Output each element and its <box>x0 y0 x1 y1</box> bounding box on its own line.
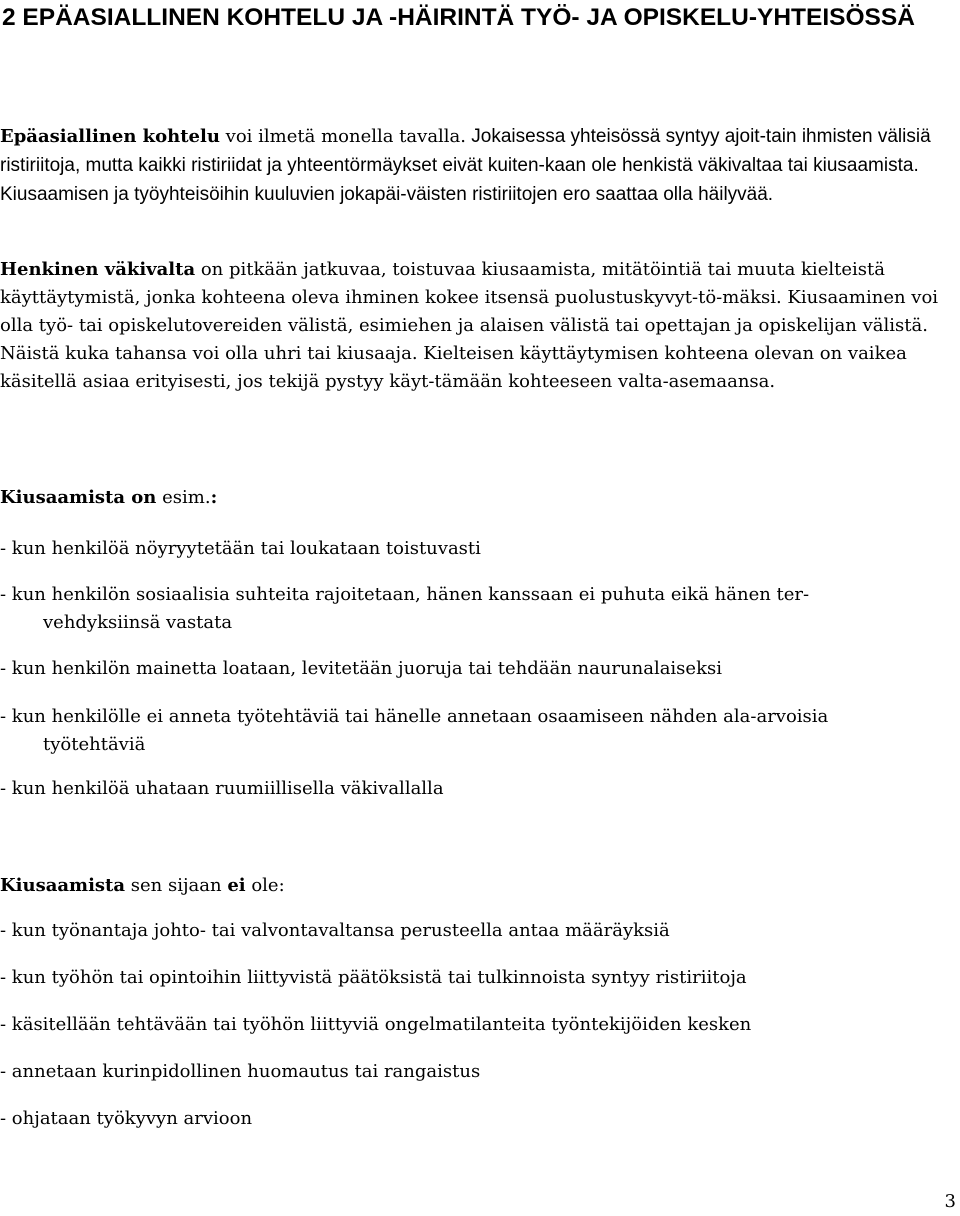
subheading-bold: Kiusaamista on <box>0 487 157 508</box>
list-item: - kun työhön tai opintoihin liittyvistä päätöksistä tai tulkinnoista syntyy ristiriitoja <box>0 967 747 988</box>
list-item: - annetaan kurinpidollinen huomautus tai rangaistus <box>0 1061 481 1082</box>
list-item: - kun henkilön sosiaalisia suhteita rajoitetaan, hänen kanssaan ei puhuta eikä hänen ter- vehdyksiinsä vastata <box>0 584 810 633</box>
term-inappropriate-treatment: Epäasiallinen kohtelu <box>0 126 220 147</box>
list-item: - kun henkilölle ei anneta työtehtäviä tai hänelle annetaan osaamiseen nähden ala-arvoisia työtehtäviä <box>0 706 829 755</box>
paragraph-inappropriate-treatment <box>0 123 958 210</box>
paragraph-text: voi ilmetä monella tavalla. <box>219 126 467 147</box>
list-item: - kun työnantaja johto- tai valvontavaltansa perusteella antaa määräyksiä <box>0 920 670 941</box>
subheading-bullying-is <box>0 484 958 512</box>
subheading-plain: esim. <box>156 487 211 508</box>
paragraph-text: on pitkään jatkuvaa, toistuvaa kiusaamista, mitätöintiä tai muuta kielteistä käyttäytymistä, jonka kohteena oleva ihminen kokee itsensä puolustuskyvyt-tö-mäksi. Kiusaaminen voi olla työ- tai opiskelutovereiden välistä, esimiehen ja alaisen välistä tai opettajan ja opiskelijan välistä. Näistä kuka tahansa voi olla uhri tai kiusaaja. Kielteisen käyttäytymisen kohteena olevan on vaikea käsitellä asiaa erityisesti, jos tekijä pystyy käyt-tämään kohteeseen valta-asemaansa. <box>0 259 939 392</box>
list-item: - kun henkilöä uhataan ruumiillisella väkivallalla <box>0 778 444 799</box>
term-mental-violence: Henkinen väkivalta <box>0 259 196 280</box>
paragraph-mental-violence <box>0 256 958 396</box>
page-number: 3 <box>944 1191 956 1212</box>
subheading-colon: : <box>210 487 218 508</box>
paragraph-text: Jokaisessa yhteisössä syntyy ajoit-tain ihmisten välisiä ristiriitoja, mutta kaikki ristiriidat ja yhteentörmäykset eivät kuiten-kaan ole henkistä väkivaltaa tai kiusaamista. Kiusaamisen ja työyhteisöihin kuuluvien jokapäi-väisten ristiriitojen ero saattaa olla häilyvää. <box>0 126 931 205</box>
subheading-bullying-is-not: Kiusaamista sen sijaan ei ole: <box>0 875 285 896</box>
list-item: - kun henkilön mainetta loataan, levitetään juoruja tai tehdään naurunalaiseksi <box>0 658 722 679</box>
list-item: - käsitellään tehtävään tai työhön liittyviä ongelmatilanteita työntekijöiden kesken <box>0 1014 752 1035</box>
section-heading: 2 EPÄASIALLINEN KOHTELU JA -HÄIRINTÄ TYÖ- JA OPISKELU-YHTEISÖSSÄ <box>2 4 915 31</box>
list-item: - ohjataan työkyvyn arvioon <box>0 1108 253 1129</box>
list-item: - kun henkilöä nöyryytetään tai loukataan toistuvasti <box>0 538 481 559</box>
